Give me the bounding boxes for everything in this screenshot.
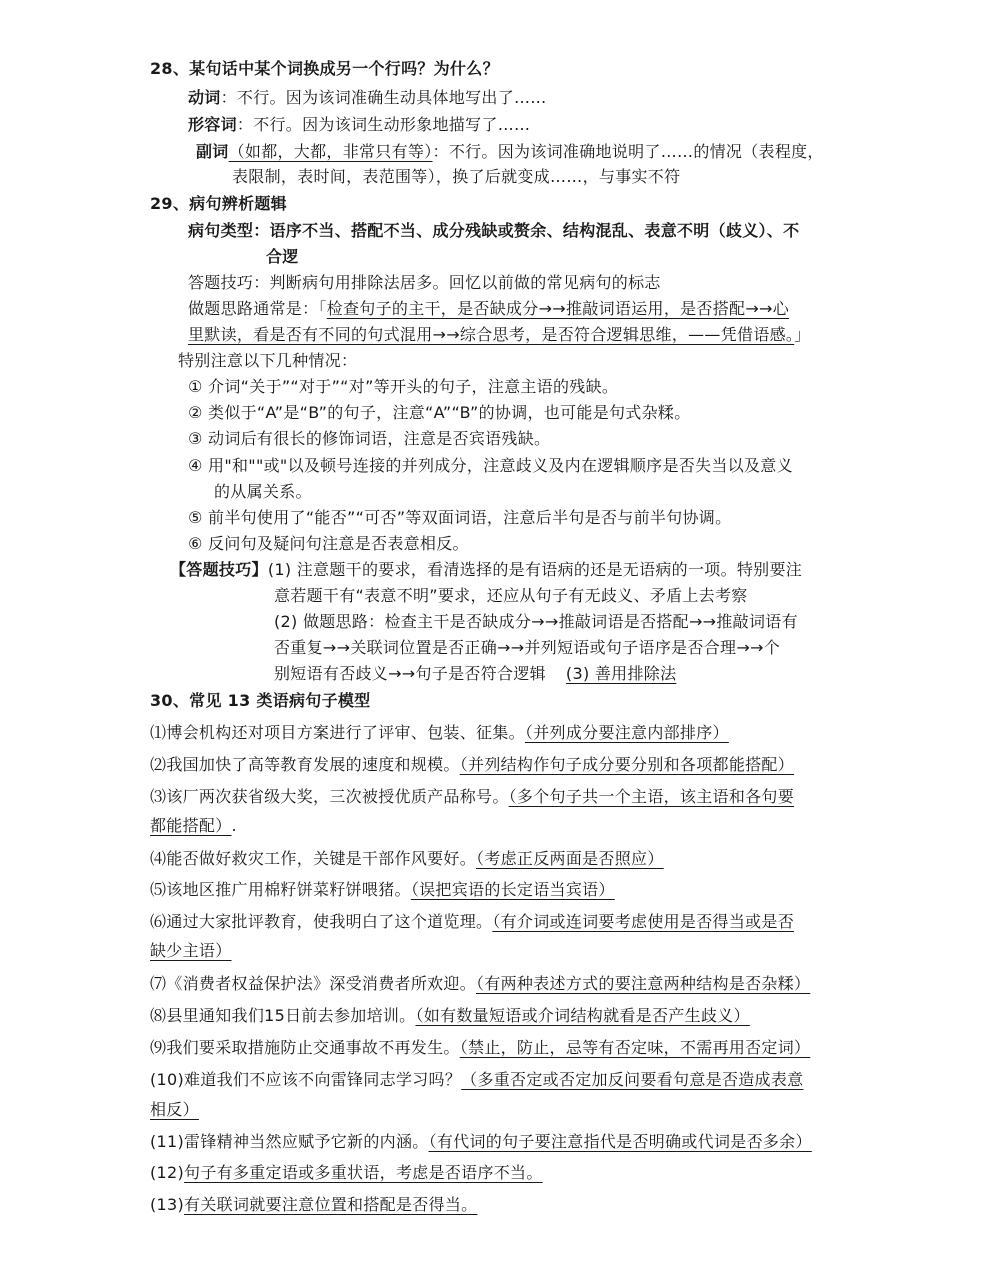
adjective-line <box>188 114 530 136</box>
answer-tips-2-end <box>274 663 676 685</box>
model-number: ⑴ <box>150 723 167 742</box>
verb-line <box>188 87 547 109</box>
model-number: (12) <box>150 1163 185 1182</box>
model-note: （有两种表述方式的要注意两种结构是否杂糅） <box>476 974 811 993</box>
error-types-continued: 合逻 <box>266 247 299 266</box>
model-item <box>150 879 615 901</box>
model-note: （有代词的句子要注意指代是否明确或代词是否多余） <box>428 1132 812 1151</box>
model-sentence: 通过大家批评教育，使我明白了这个道览理。 <box>166 912 493 931</box>
model-sentence: 该地区推广用棉籽饼菜籽饼喂猪。 <box>166 880 411 899</box>
adverb-text-continued: 表限制，表时间，表范围等），换了后就变成……，与事实不符 <box>232 167 681 186</box>
model-item <box>150 1131 812 1153</box>
model-number: ⑶ <box>150 787 167 806</box>
adverb-label: 副词 <box>196 142 229 161</box>
adverb-line <box>196 141 824 163</box>
model-sentence: 我们要采取措施防止交通事故不再发生。 <box>166 1038 460 1057</box>
special-item: ⑥ 反问句及疑问句注意是否表意相反。 <box>188 534 469 553</box>
model-note-continued: 都能搭配） <box>150 816 232 835</box>
model-number: ⑸ <box>150 880 167 899</box>
answer-tips-2-last: 别短语有否歧义→→句子是否符合逻辑 <box>274 664 546 683</box>
model-sentence: 难道我们不应该不向雷锋同志学习吗？ <box>184 1070 462 1089</box>
model-note: 有关联词就要注意位置和搭配是否得当。 <box>184 1195 478 1214</box>
model-note: （如有数量短语或介词结构就看是否产生歧义） <box>415 1006 750 1025</box>
model-number: (13) <box>150 1195 185 1214</box>
model-item <box>150 754 794 776</box>
model-note: 句子有多重定语或多重状语，考虑是否语序不当。 <box>184 1163 543 1182</box>
model-item <box>150 848 664 870</box>
answer-tips-2-continued: 否重复→→关联词位置是否正确→→并列短语或句子语序是否合理→→个 <box>274 638 781 657</box>
model-note: （多重否定或否定加反问要看句意是否造成表意 <box>461 1070 804 1089</box>
model-sentence: 博会机构还对项目方案进行了评审、包装、征集。 <box>166 723 525 742</box>
model-note: （禁止，防止，忌等有否定味，不需再用否定词） <box>459 1038 811 1057</box>
model-note: （并列成分要注意内部排序） <box>524 723 729 742</box>
model-item-continued <box>150 1099 199 1121</box>
answer-tips-line <box>170 559 802 581</box>
model-note: （考虑正反两面是否照应） <box>476 849 664 868</box>
special-notes-heading: 特别注意以下几种情况： <box>178 351 358 370</box>
model-number: (10) <box>150 1070 185 1089</box>
model-number: ⑵ <box>150 755 167 774</box>
model-note: （多个句子共一个主语，该主语和各句要 <box>508 787 795 806</box>
model-number: (11) <box>150 1132 185 1151</box>
model-item <box>150 786 794 808</box>
answer-tips-3: (3) 善用排除法 <box>565 664 677 683</box>
approach-line <box>188 298 789 320</box>
model-item-continued <box>150 815 237 837</box>
adjective-text: ：不行。因为该词生动形象地描写了…… <box>236 115 531 134</box>
verb-text: ：不行。因为该词准确生动具体地写出了…… <box>220 88 547 107</box>
model-number: ⑹ <box>150 912 167 931</box>
model-number: ⑺ <box>150 974 167 993</box>
approach-steps-continued: 里默读，看是否有不同的句式混用→→综合思考，是否符合逻辑思维，——凭借语感。 <box>188 325 795 344</box>
model-note: （有介词或连词要考虑使用是否得当或是否 <box>492 912 795 931</box>
approach-prefix: 做题思路通常是：「 <box>188 299 327 318</box>
model-item <box>150 1069 803 1091</box>
answer-tips-1-continued: 意若题干有“表意不明”要求，还应从句子有无歧义、矛盾上去考察 <box>274 586 748 605</box>
model-note: （误把宾语的长定语当宾语） <box>410 880 615 899</box>
model-item <box>150 973 810 995</box>
error-types-line: 病句类型：语序不当、搭配不当、成分残缺或赘余、结构混乱、表意不明（歧义）、不 <box>188 221 800 240</box>
model-item <box>150 1162 543 1184</box>
adverb-examples: （如都，大都，非常只有等） <box>228 142 433 161</box>
model-number: ⑼ <box>150 1038 167 1057</box>
model-item <box>150 1005 750 1027</box>
model-item <box>150 722 729 744</box>
special-item: ④ 用"和""或"以及顿号连接的并列成分，注意歧义及内在逻辑顺序是否失当以及意义 <box>188 456 793 475</box>
model-item-continued <box>150 940 232 962</box>
answer-tips-2: (2) 做题思路：检查主干是否缺成分→→推敲词语是否搭配→→推敲词语有 <box>274 612 798 631</box>
model-note: （并列结构作句子成分要分别和各项都能搭配） <box>459 755 795 774</box>
adverb-text: ：不行。因为该词准确地说明了……的情况（表程度， <box>432 142 824 161</box>
model-sentence: 我国加快了高等教育发展的速度和规模。 <box>166 755 460 774</box>
model-note-continued: 缺少主语） <box>150 941 232 960</box>
model-note-continued: 相反） <box>150 1100 199 1119</box>
model-item <box>150 1037 810 1059</box>
model-number: ⑻ <box>150 1006 167 1025</box>
section-28-title: 28、某句话中某个词换成另一个行吗？为什么？ <box>150 59 499 78</box>
approach-line-continued <box>188 324 811 346</box>
model-sentence: 能否做好救灾工作，关键是干部作风要好。 <box>166 849 477 868</box>
section-29-title: 29、病句辨析题辑 <box>150 194 287 213</box>
special-item-continued: 的从属关系。 <box>214 482 312 501</box>
answer-tip-line: 答题技巧：判断病句用排除法居多。回忆以前做的常见病句的标志 <box>188 273 661 292</box>
special-item: ① 介词“关于”“对于”“对”等开头的句子，注意主语的残缺。 <box>188 377 619 396</box>
model-number: ⑷ <box>150 849 167 868</box>
approach-steps: 检查句子的主干，是否缺成分→→推敲词语运用，是否搭配→→心 <box>326 299 790 318</box>
special-item: ⑤ 前半句使用了“能否”“可否”等双面词语，注意后半句是否与前半句协调。 <box>188 508 732 527</box>
adjective-label: 形容词 <box>188 115 237 134</box>
model-sentence: 《消费者权益保护法》深受消费者所欢迎。 <box>166 974 477 993</box>
model-tail: . <box>231 816 237 835</box>
section-30-title: 30、常见 13 类语病句子模型 <box>150 691 371 710</box>
model-sentence: 县里通知我们15日前去参加培训。 <box>166 1006 416 1025</box>
special-item: ③ 动词后有很长的修饰词语，注意是否宾语残缺。 <box>188 429 551 448</box>
model-sentence: 该厂两次获省级大奖，三次被授优质产品称号。 <box>166 787 509 806</box>
model-item <box>150 911 794 933</box>
special-item: ② 类似于“A”是“B”的句子，注意“A”“B”的协调，也可能是句式杂糅。 <box>188 403 691 422</box>
approach-suffix: 」 <box>794 325 811 344</box>
model-sentence: 雷锋精神当然应赋予它新的内涵。 <box>184 1132 429 1151</box>
model-item <box>150 1194 477 1216</box>
verb-label: 动词 <box>188 88 221 107</box>
answer-tips-label: 【答题技巧】 <box>170 560 268 579</box>
answer-tips-1: (1) 注意题干的要求，看清选择的是有语病的还是无语病的一项。特别要注 <box>267 560 803 579</box>
